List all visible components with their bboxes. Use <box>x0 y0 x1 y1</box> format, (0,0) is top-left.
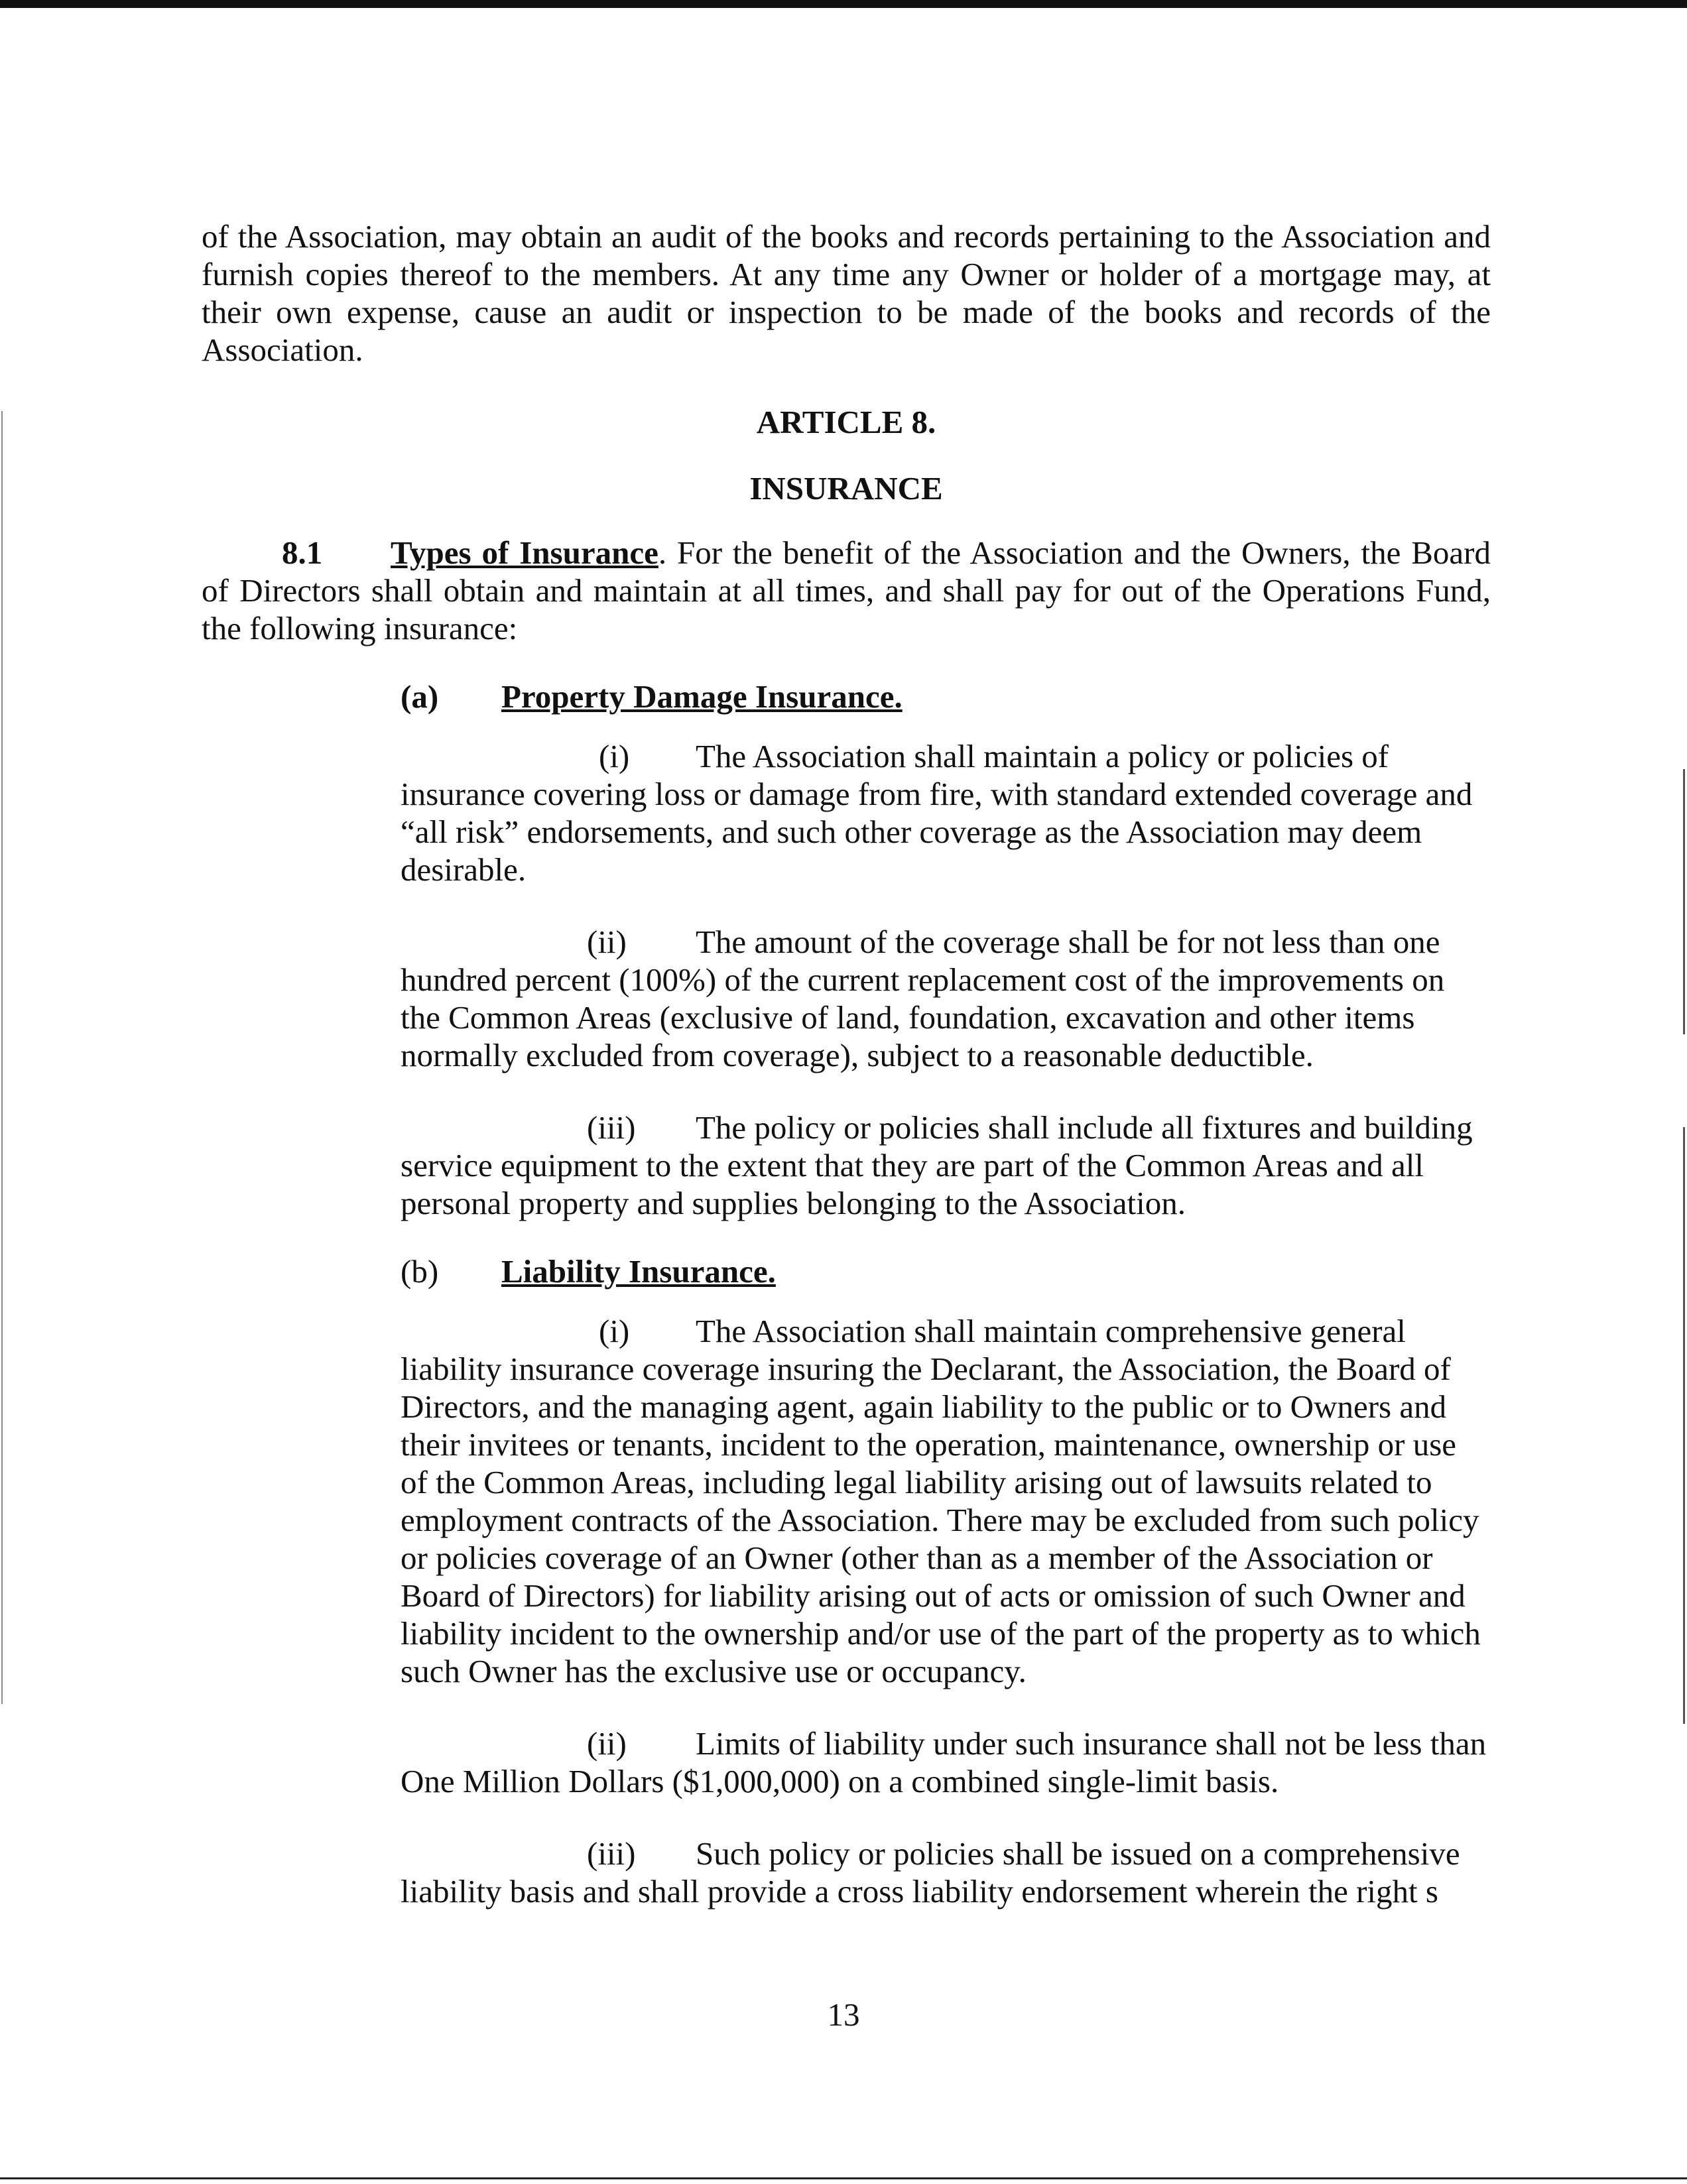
page-number: 13 <box>827 1996 860 2033</box>
scan-right-edge-mark <box>1683 1127 1685 1724</box>
item-text: The amount of the coverage shall be for not less than one hundred percent (100%) of the current replacement cost of the improvements on the Common Areas (exclusive of land, foundation, excavation and other items normally excluded from coverage), subject to a reasonable deductible. <box>401 924 1445 1073</box>
section-title: Types of Insurance <box>391 534 658 571</box>
scan-top-border <box>0 0 1687 8</box>
scan-right-edge-mark <box>1683 769 1685 1034</box>
subsection-a <box>401 678 1491 1222</box>
subsection-label: (b) <box>401 1253 439 1290</box>
item-text: Such policy or policies shall be issued on a comprehensive liability basis and shall provide a cross liability endorsement wherein the right s <box>401 1835 1460 1910</box>
item-label: (iii) <box>587 1109 636 1146</box>
subsection-title: Liability Insurance. <box>501 1253 776 1290</box>
list-item <box>401 1312 1491 1690</box>
item-text: Limits of liability under such insurance shall not be less than One Million Dollars ($1,000,000) on a combined single-limit basis. <box>401 1725 1487 1799</box>
item-text: The Association shall maintain a policy or policies of insurance covering loss or damage from fire, with standard extended coverage and “all risk” endorsements, and such other coverage as the Association may deem desirable. <box>401 738 1473 888</box>
item-label: (i) <box>599 738 630 774</box>
item-text: The policy or policies shall include all fixtures and building service equipment to the extent that they are part of the Common Areas and all personal property and supplies belonging to the Association. <box>401 1109 1473 1221</box>
subsection-heading <box>401 678 1491 715</box>
subsection-title: Property Damage Insurance. <box>501 678 903 715</box>
item-text: The Association shall maintain comprehensive general liability insurance coverage insuring the Declarant, the Association, the Board of Directors, and the managing agent, again liability to the public or to Owners and their invitees or tenants, incident to the operation, maintenance, ownership or use of the Common Areas, including legal liability arising out of lawsuits related to employment contracts of the Association. There may be excluded from such policy or policies coverage of an Owner (other than as a member of the Association or Board of Directors) for liability arising out of acts or omission of such Owner and liability incident to the ownership and/or use of the part of the property as to which such Owner has the exclusive use or occupancy. <box>401 1313 1481 1689</box>
article-title: INSURANCE <box>749 470 943 507</box>
intro-paragraph: of the Association, may obtain an audit of the books and records pertaining to the Association and furnish copies thereof to the members. At any time any Owner or holder of a mortgage may, at their own expense, cause an audit or inspection to be made of the books and records of the Association. <box>202 218 1491 368</box>
list-item <box>401 1109 1491 1222</box>
list-item <box>401 1835 1491 1910</box>
section-8-1 <box>202 534 1491 647</box>
scan-left-edge-mark <box>1 411 3 1704</box>
list-item <box>401 1725 1491 1800</box>
item-label: (i) <box>599 1313 630 1349</box>
scan-bottom-border <box>0 2177 1687 2179</box>
list-item <box>401 737 1491 888</box>
document-body <box>202 217 1491 1910</box>
item-label: (iii) <box>587 1835 636 1872</box>
section-number: 8.1 <box>282 534 323 571</box>
subsection-b <box>401 1252 1491 1910</box>
section-text: . For the benefit of the Association and the Owners, the Board of Directors shall obtain and maintain at all times, and shall pay for out of the Operations Fund, the following insurance: <box>202 534 1491 646</box>
subsection-heading <box>401 1252 1491 1290</box>
item-label: (ii) <box>587 1725 627 1762</box>
subsection-label: (a) <box>401 678 439 715</box>
item-label: (ii) <box>587 924 627 960</box>
list-item <box>401 923 1491 1074</box>
article-number: ARTICLE 8. <box>756 404 936 440</box>
